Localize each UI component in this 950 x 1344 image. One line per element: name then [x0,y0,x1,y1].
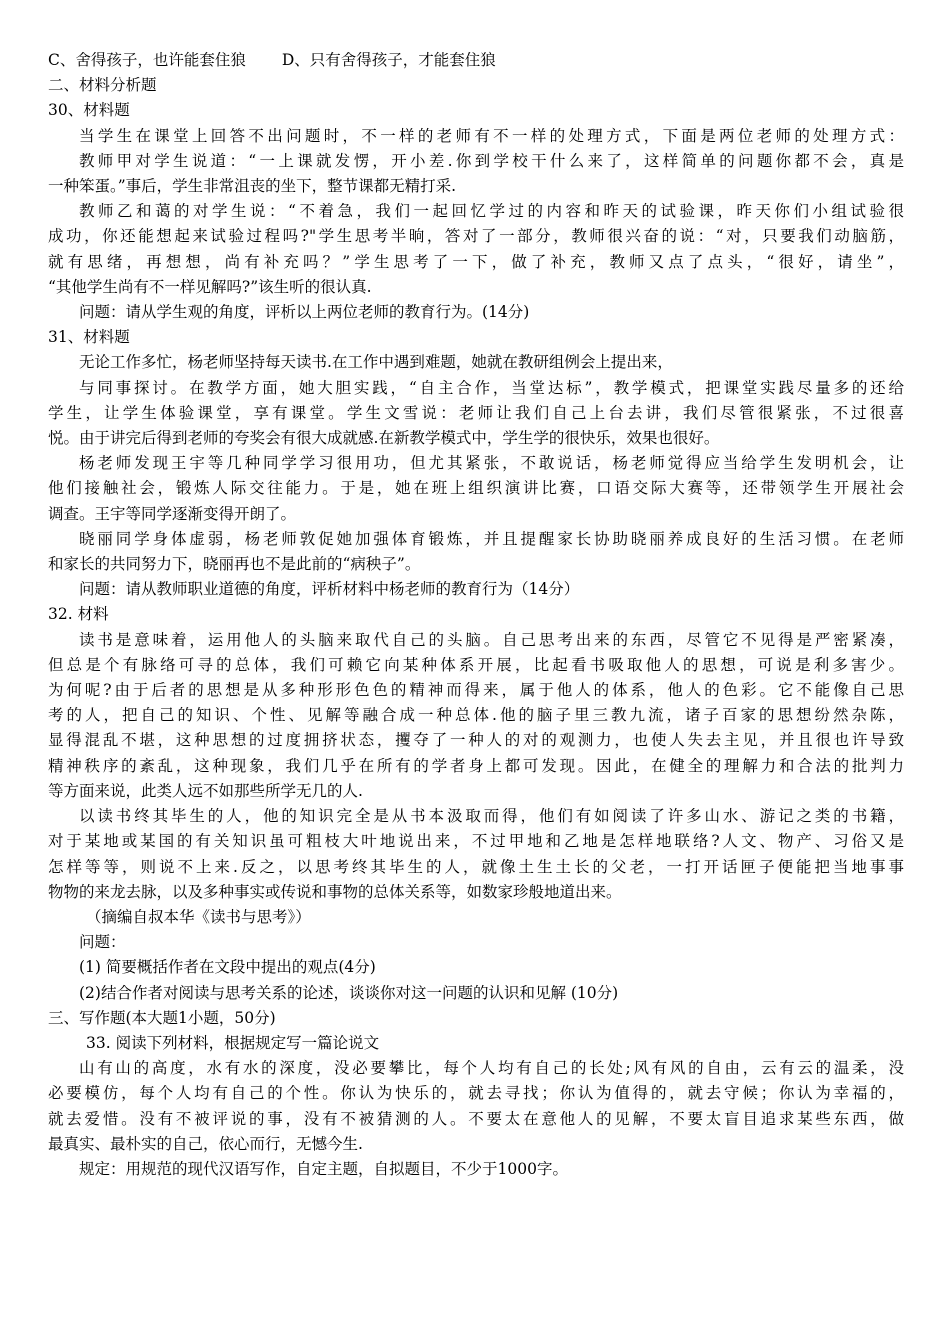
q33-line: 就去爱惜。没有不被评说的事，没有不被猜测的人。不要太在意他人的见解，不要太盲目追求某些东西，做 [48,1109,904,1128]
q32-line: 读书是意味着，运用他人的头脑来取代自己的头脑。自己思考出来的东西，尽管它不见得是严密紧凑， [79,630,904,649]
q30-line: 就有思绪，再想想，尚有补充吗？”学生思考了一下，做了补充，教师又点了点头，“很好，请坐”， [48,252,904,271]
q30-line: 成功，你还能想起来试验过程吗?"学生思考半晌，答对了一部分，教师很兴奋的说：“对，只要我们动脑筋， [48,227,904,246]
q31-line: 他们接触社会，锻炼人际交往能力。于是，她在班上组织演讲比赛，口语交际大赛等，还带领学生开展社会 [48,479,904,498]
q33-requirement: 规定：用规范的现代汉语写作，自定主题，自拟题目，不少于1000字。 [79,1159,568,1178]
q31-line: 杨老师发现王宇等几种同学学习很用功，但尤其紧张，不敢说话，杨老师觉得应当给学生发明机会，让 [79,454,904,473]
q31-line: 和家长的共同努力下，晓丽再也不是此前的“病秧子”。 [48,555,421,574]
q31-question: 问题：请从教师职业道德的角度，评析材料中杨老师的教育行为（14分） [79,580,580,599]
q30-line: 教师乙和蔼的对学生说：“不着急，我们一起回忆学过的内容和昨天的试验课，昨天你们小组试验很 [79,202,904,221]
q32-line: 但总是个有脉络可寻的总体，我们可赖它向某种体系开展，比起看书吸取他人的思想，可说是利多害少。 [48,655,904,674]
q31-line: 无论工作多忙，杨老师坚持每天读书.在工作中遇到难题，她就在教研组例会上提出来， [79,353,673,372]
q29-options-row [48,48,904,73]
q32-line: 为何呢?由于后者的思想是从多种形形色色的精神而得来，属于他人的体系，他人的色彩。它不能像自己思 [48,681,904,700]
q31-line: 学生，让学生体验课堂，享有课堂。学生文雪说：老师让我们自己上台去讲，我们尽管很紧张，不过很喜 [48,403,904,422]
q32-line: 等方面来说，此类人远不如那些所学无几的人. [48,781,363,800]
option-c: C、舍得孩子，也许能套住狼 [48,51,246,69]
option-d: D、只有舍得孩子，才能套住狼 [281,51,496,69]
q33-line: 山有山的高度，水有水的深度，没必要攀比，每个人均有自己的长处;风有风的自由，云有云的温柔，没 [79,1059,904,1078]
q33-line: 最真实、最朴实的自己，依心而行，无憾今生. [48,1134,363,1153]
q33-line: 必要模仿，每个人均有自己的个性。你认为快乐的，就去寻找；你认为值得的，就去守候；你认为幸福的， [48,1084,904,1103]
q30-question: 问题：请从学生观的角度，评析以上两位老师的教育行为。(14分) [79,303,530,322]
q32-line: 精神秩序的紊乱，这种现象，我们几乎在所有的学者身上都可发现。因此，在健全的理解力和合法的批判力 [48,756,904,775]
section-heading-material-analysis: 二、材料分析题 [48,76,157,95]
q30-line: 当学生在课堂上回答不出问题时，不一样的老师有不一样的处理方式，下面是两位老师的处理方式： [79,126,904,145]
exam-page [48,48,904,1182]
question-31-label: 31、材料题 [48,328,130,347]
q31-line: 悦。由于讲完后得到老师的夸奖会有很大成就感.在新教学模式中，学生学的很快乐，效果也很好。 [48,429,720,448]
q32-line: 以读书终其毕生的人，他的知识完全是从书本汲取而得，他们有如阅读了许多山水、游记之类的书籍， [79,807,904,826]
q30-line: 教师甲对学生说道：“一上课就发愣，开小差.你到学校干什么来了，这样简单的问题你都不会，真是 [79,151,904,170]
q31-line: 调查。王宇等同学逐渐变得开朗了。 [48,504,297,523]
q32-line: 考的人，把自己的知识、个性、见解等融合成一种总体.他的脑子里三教九流，诸子百家的思想纷然杂陈， [48,706,904,725]
q30-line: “其他学生尚有不一样见解吗?”该生听的很认真. [48,277,372,296]
question-32-label: 32. 材料 [48,605,109,624]
q30-line: 一种笨蛋。”事后，学生非常沮丧的坐下，整节课都无精打采. [48,177,457,196]
q31-line: 与同事探讨。在教学方面，她大胆实践，“自主合作，当堂达标”，教学模式，把课堂实践尽量多的还给 [79,378,904,397]
q32-source: （摘编自叔本华《读书与思考》） [86,907,311,926]
q32-question-label: 问题： [79,933,126,952]
question-30-label: 30、材料题 [48,101,130,120]
q32-line: 物物的来龙去脉，以及多种事实或传说和事物的总体关系等，如数家珍般地道出来。 [48,882,622,901]
q32-line: 显得混乱不堪，这种思想的过度拥挤状态，攫夺了一种人的对的观测力，也使人失去主见，并且很也许导致 [48,731,904,750]
q32-line: 对于某地或某国的有关知识虽可粗枝大叶地说出来，不过甲地和乙地是怎样地联络?人文、物产、习俗又是 [48,832,904,851]
section-heading-writing: 三、写作题(本大题1小题，50分) [48,1008,276,1027]
q32-subquestion-2: (2)结合作者对阅读与思考关系的论述，谈谈你对这一问题的认识和见解 (10分) [79,983,619,1002]
q32-line: 怎样等等，则说不上来.反之，以思考终其毕生的人，就像土生土长的父老，一打开话匣子便能把当地事事 [48,857,904,876]
q32-subquestion-1: (1) 简要概括作者在文段中提出的观点(4分) [79,958,376,977]
q31-line: 晓丽同学身体虚弱，杨老师敦促她加强体育锻炼，并且提醒家长协助晓丽养成良好的生活习惯。在老师 [79,529,904,548]
question-33-label: 33. 阅读下列材料，根据规定写一篇论说文 [86,1033,380,1052]
